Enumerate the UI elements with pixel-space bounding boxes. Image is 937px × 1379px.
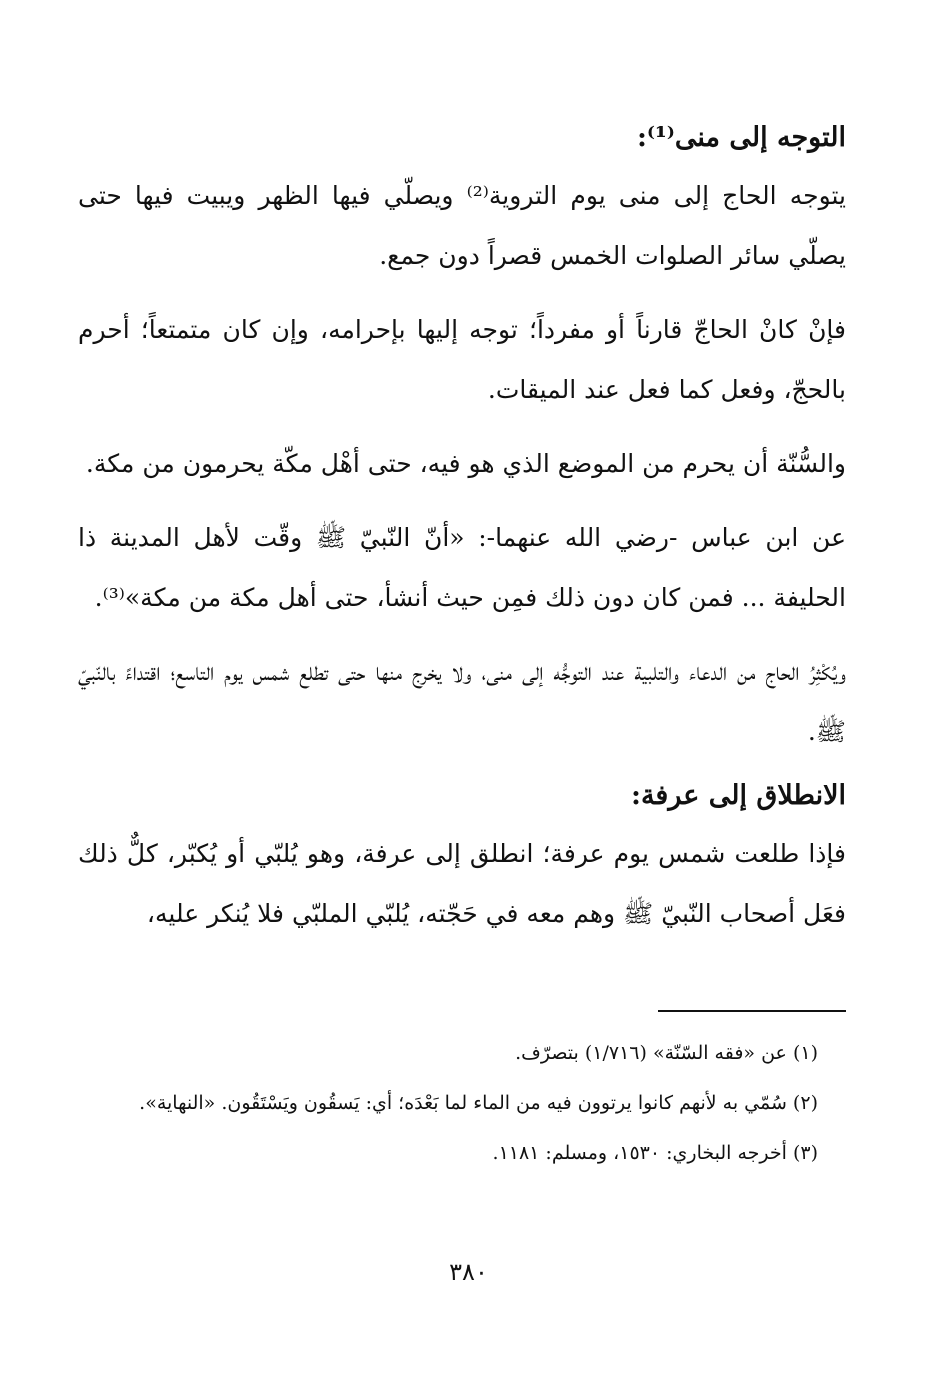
paragraph-2: فإنْ كانْ الحاجّ قارناً أو مفرداً؛ توجه إليها بإحرامه، وإن كان متمتعاً؛ أحرم بالحجّ، وفعل كما فعل عند الميقات.	[78, 315, 846, 404]
page-number: ٣٨٠	[449, 1258, 488, 1286]
footnote-2: (٢) سُمّي به لأنهم كانوا يرتوون فيه من الماء لما بَعْدَه؛ أي: يَسقُون ويَسْتَقُون. «النهاية».	[139, 1092, 818, 1114]
page-body	[78, 110, 846, 958]
paragraph-6: فإذا طلعت شمس يوم عرفة؛ انطلق إلى عرفة، وهو يُلبّي أو يُكبّر، كلٌّ ذلك فعَل أصحاب النّبيّ ﷺ وهم معه في حَجّته، يُلبّي الملبّي فلا يُنكر عليه،	[78, 839, 846, 928]
heading-mina: التوجه إلى منى⁽¹⁾:	[636, 122, 846, 153]
paragraph-1: يتوجه الحاج إلى منى يوم التروية⁽²⁾ ويصلّي فيها الظهر ويبيت فيها حتى يصلّي سائر الصلوات الخمس قصراً دون جمع.	[78, 181, 846, 270]
footnote-separator	[658, 1010, 846, 1012]
heading-arafah: الانطلاق إلى عرفة:	[630, 780, 846, 811]
footnotes	[78, 1030, 818, 1180]
paragraph-4: عن ابن عباس -رضي الله عنهما-: «أنّ النّبيّ ﷺ وقّت لأهل المدينة ذا الحليفة ... فمن كان دون ذلك فمِن حيث أنشأ، حتى أهل مكة من مكة»⁽³⁾.	[78, 523, 846, 612]
footnote-3: (٣) أخرجه البخاري: ١٥٣٠، ومسلم: ١١٨١.	[492, 1142, 818, 1164]
paragraph-5: ويُكْثِرُ الحاج من الدعاء والتلبية عند التوجُّه إلى منى، ولا يخرج منها حتى تطلع شمس يوم التاسع؛ اقتداءً بالنّبيّ ﷺ.	[78, 657, 846, 746]
paragraph-3: والسُّنّة أن يحرم من الموضع الذي هو فيه، حتى أهْل مكّة يحرمون من مكة.	[85, 449, 846, 478]
footnote-1: (١) عن «فقه السّنّة» (١/٧١٦) بتصرّف.	[515, 1042, 818, 1064]
